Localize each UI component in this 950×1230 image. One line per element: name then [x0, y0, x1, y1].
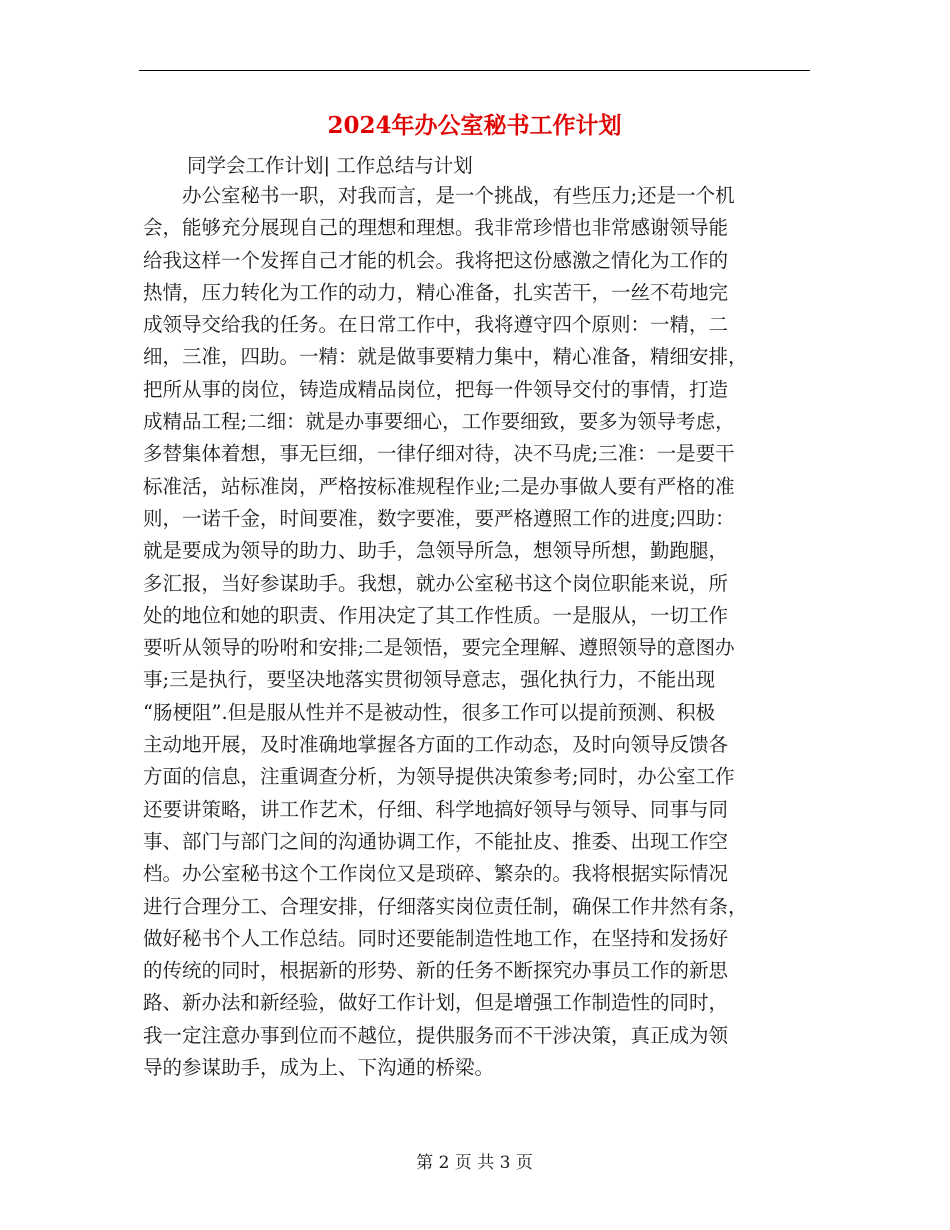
body-line: 成精品工程;二细：就是办事要细心，工作要细致，要多为领导考虑， — [143, 410, 735, 434]
body-line: 路、新办法和新经验，做好工作计划，但是增强工作制造性的同时， — [143, 991, 729, 1015]
body-line: 成领导交给我的任务。在日常工作中，我将遵守四个原则：一精，二 — [143, 313, 729, 337]
body-paragraph — [143, 180, 813, 1084]
body-line: “肠梗阻”.但是服从性并不是被动性，很多工作可以提前预测、积极 — [143, 700, 716, 724]
body-line: 导的参谋助手，成为上、下沟通的桥梁。 — [143, 1056, 495, 1080]
body-line: 办公室秘书一职，对我而言，是一个挑战，有些压力;还是一个机 — [143, 184, 735, 207]
body-line: 要听从领导的吩咐和安排;二是领悟，要完全理解、遵照领导的意图办 — [143, 636, 735, 660]
body-line: 会，能够充分展现自己的理想和理想。我非常珍惜也非常感谢领导能 — [143, 216, 729, 240]
body-line: 方面的信息，注重调查分析，为领导提供决策参考;同时，办公室工作 — [143, 765, 735, 789]
body-line: 处的地位和她的职责、作用决定了其工作性质。一是服从，一切工作 — [143, 603, 729, 627]
body-line: 就是要成为领导的助力、助手，急领导所急，想领导所想，勤跑腿， — [143, 539, 729, 563]
body-line: 热情，压力转化为工作的动力，精心准备，扎实苦干，一丝不苟地完 — [143, 280, 729, 304]
body-line: 多替集体着想，事无巨细，一律仔细对待，决不马虎;三准：一是要干 — [143, 442, 735, 466]
body-line: 细，三准，四助。一精：就是做事要精力集中，精心准备，精细安排， — [143, 345, 748, 369]
body-line: 事、部门与部门之间的沟通协调工作，不能扯皮、推委、出现工作空 — [143, 829, 729, 853]
body-line: 标准活，站标准岗，严格按标准规程作业;二是办事做人要有严格的准 — [143, 474, 735, 498]
body-line: 做好秘书个人工作总结。同时还要能制造性地工作，在坚持和发扬好 — [143, 926, 729, 950]
page-footer: 第 2 页 共 3 页 — [416, 1153, 533, 1173]
subtitle: 同学会工作计划| 工作总结与计划 — [187, 154, 473, 177]
body-line: 则，一诺千金，时间要准，数字要准，要严格遵照工作的进度;四助： — [143, 506, 735, 530]
body-line: 进行合理分工、合理安排，仔细落实岗位责任制，确保工作井然有条， — [143, 894, 748, 918]
header-rule — [139, 70, 810, 71]
body-line: 主动地开展，及时准确地掌握各方面的工作动态，及时向领导反馈各 — [143, 733, 729, 757]
body-line: 多汇报，当好参谋助手。我想，就办公室秘书这个岗位职能来说，所 — [143, 571, 729, 595]
body-line: 我一定注意办事到位而不越位，提供服务而不干涉决策，真正成为领 — [143, 1023, 729, 1047]
body-line: 给我这样一个发挥自己才能的机会。我将把这份感激之情化为工作的 — [143, 248, 729, 272]
body-line: 的传统的同时，根据新的形势、新的任务不断探究办事员工作的新思 — [143, 959, 729, 983]
page-title: 2024年办公室秘书工作计划 — [327, 112, 622, 139]
body-line: 还要讲策略，讲工作艺术，仔细、科学地搞好领导与领导、同事与同 — [143, 797, 729, 821]
body-line: 把所从事的岗位，铸造成精品岗位，把每一件领导交付的事情，打造 — [143, 377, 729, 401]
body-line: 档。办公室秘书这个工作岗位又是琐碎、繁杂的。我将根据实际情况 — [143, 862, 729, 886]
body-line: 事;三是执行，要坚决地落实贯彻领导意志，强化执行力，不能出现 — [143, 668, 716, 692]
